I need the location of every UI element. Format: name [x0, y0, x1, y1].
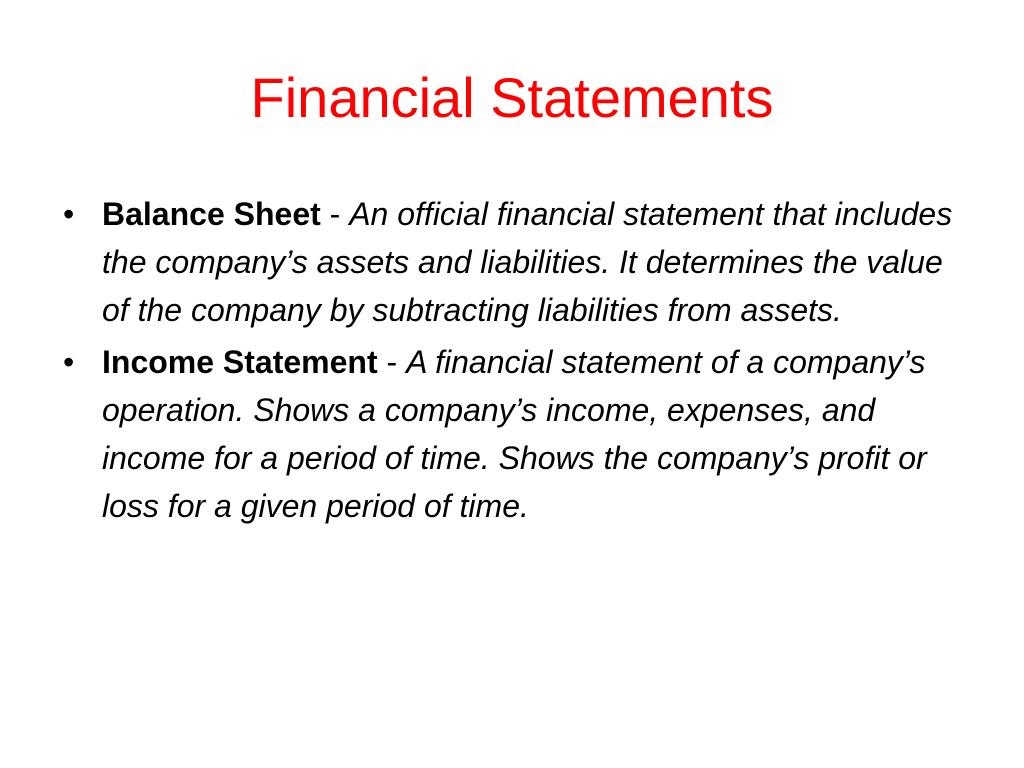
- bullet-item-income-statement: [60, 338, 960, 530]
- bullet-separator: -: [320, 196, 350, 232]
- bullet-term: Balance Sheet: [102, 196, 321, 232]
- bullet-icon: •: [63, 344, 75, 380]
- bullet-list: [60, 190, 960, 534]
- slide-title: Financial Statements: [250, 66, 774, 129]
- bullet-separator: -: [377, 344, 407, 380]
- bullet-definition: A financial statement of a company’s operation. Shows a company’s income, expenses, and income for a period of time. Shows the company’s profit or loss for a given period of time.: [102, 344, 927, 524]
- bullet-definition: An official financial statement that includes the company’s assets and liabilities. It determines the value of the company by subtracting liabilities from assets.: [102, 196, 953, 328]
- bullet-item-balance-sheet: [60, 190, 960, 334]
- bullet-icon: •: [63, 196, 75, 232]
- bullet-term: Income Statement: [102, 344, 378, 380]
